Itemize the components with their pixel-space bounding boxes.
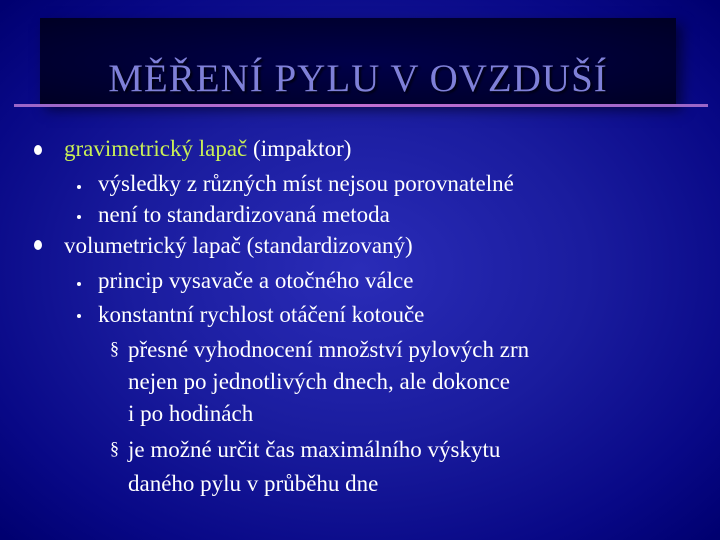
square-bullet-icon: § (110, 338, 119, 358)
filled-circle-bullet-icon (34, 240, 42, 250)
subsub-bullet: přesné vyhodnocení množství pylových zrn (128, 337, 530, 362)
bullet-text: (impaktor) (247, 136, 352, 161)
dot-bullet-icon (77, 185, 81, 189)
subsub-bullet-continuation: nejen po jednotlivých dnech, ale dokonce (128, 369, 510, 394)
slide-title: MĚŘENÍ PYLU V OVZDUŠÍ (108, 57, 608, 100)
dot-bullet-icon (77, 215, 81, 219)
bullet-gravimetric (64, 135, 351, 163)
subsub-bullet-continuation: i po hodinách (128, 401, 254, 426)
filled-circle-bullet-icon (34, 145, 42, 155)
dot-bullet-icon (77, 314, 81, 318)
bullet-volumetric: volumetrický lapač (standardizovaný) (64, 233, 413, 258)
sub-bullet: princip vysavače a otočného válce (98, 268, 414, 293)
subsub-bullet-continuation: daného pylu v průběhu dne (128, 471, 379, 496)
highlighted-term: gravimetrický lapač (64, 136, 248, 161)
subsub-bullet: je možné určit čas maximálního výskytu (128, 437, 501, 462)
sub-bullet: výsledky z různých míst nejsou porovnatelné (98, 171, 514, 196)
dot-bullet-icon (77, 282, 81, 286)
sub-bullet: konstantní rychlost otáčení kotouče (98, 302, 425, 327)
square-bullet-icon: § (110, 438, 119, 458)
sub-bullet: není to standardizovaná metoda (98, 202, 390, 227)
